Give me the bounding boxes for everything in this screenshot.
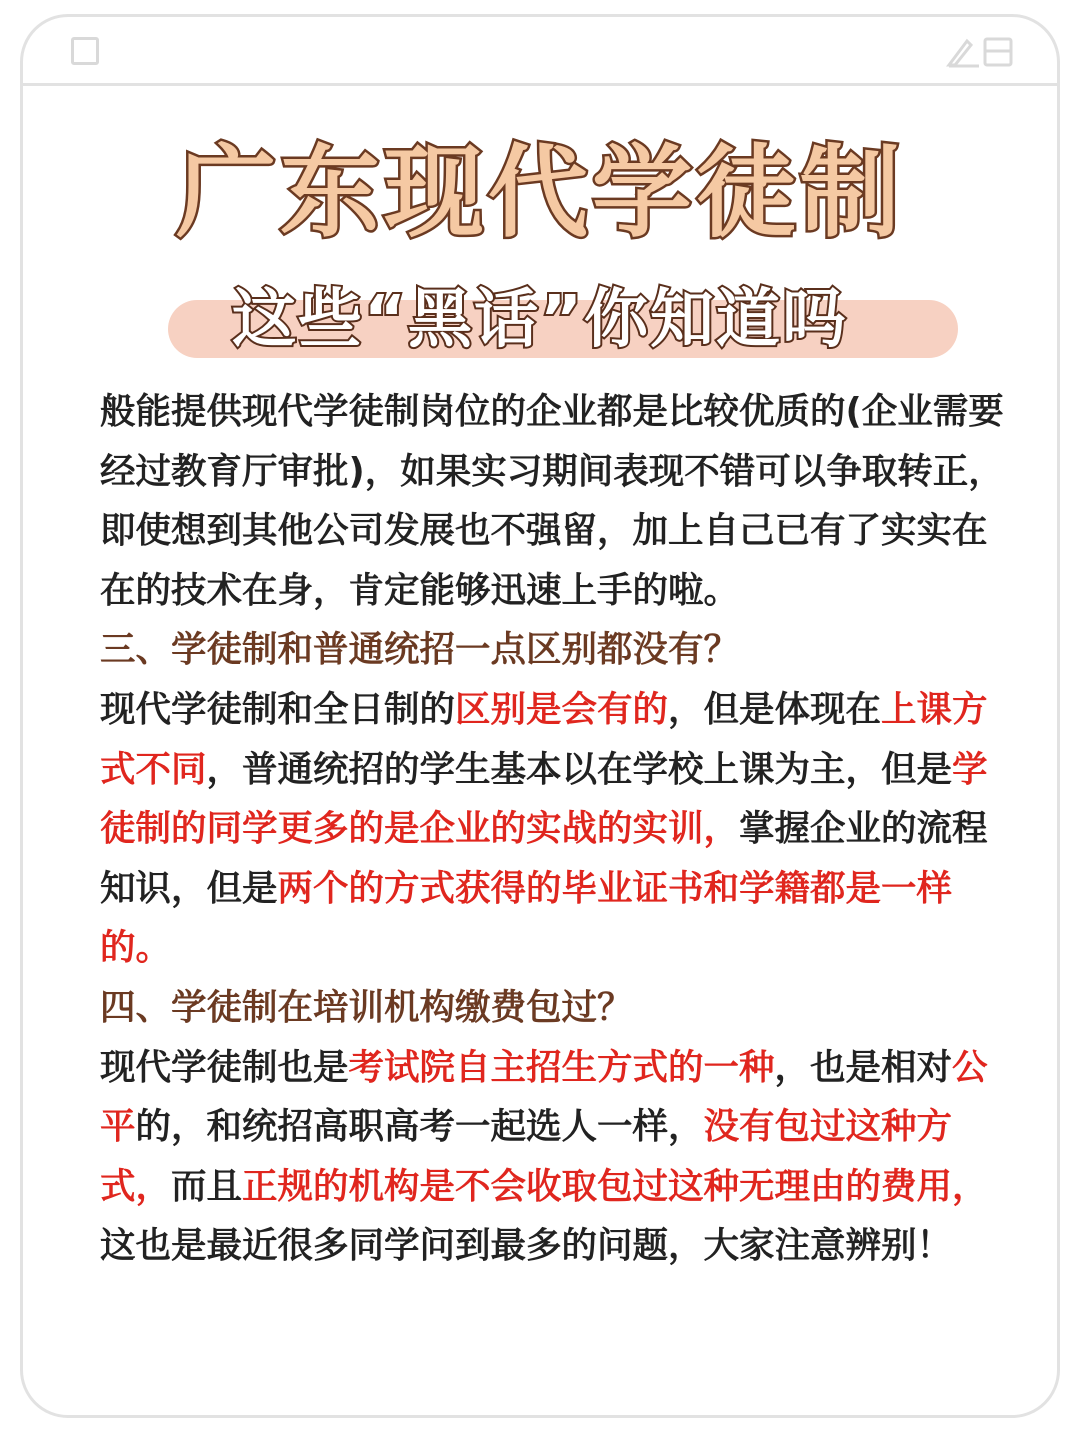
text-run: 的，和统招高职高考一起选人一样， <box>135 1106 704 1148</box>
section-4-heading: 四、学徒制在培训机构缴费包过？ <box>100 986 633 1028</box>
page-subtitle: 这些“黑话”你知道吗 <box>231 283 849 357</box>
text-run: 这也是最近很多同学问到最多的问题，大家注意辨别！ <box>100 1225 953 1267</box>
highlight-run: 考试院自主招生方式的一种 <box>348 1046 775 1088</box>
text-run: 掌握企业的流程知识，但是 <box>100 808 988 909</box>
text-run: ，也是相对 <box>774 1046 953 1088</box>
section-4-paragraph <box>100 1038 1010 1276</box>
highlight-run: 上课方式不同 <box>100 688 988 790</box>
section-3-heading: 三、学徒制和普通统招一点区别都没有？ <box>100 629 740 671</box>
text-run: ，普通统招的学生基本以在学校上课为主，但是 <box>206 748 953 790</box>
edit-layout-icon <box>945 35 1015 69</box>
text-run: 现代学徒制和全日制的 <box>100 688 456 730</box>
highlight-run: 公平 <box>100 1046 988 1148</box>
text-run: ，但是体现在 <box>668 688 882 730</box>
highlight-run: 正规的机构是不会收取包过这种无理由的费用， <box>242 1165 988 1207</box>
square-icon <box>71 37 99 65</box>
highlight-run: 没有包过这种方式， <box>100 1106 953 1207</box>
highlight-run: 两个的方式获得的毕业证书和学籍都是一样的。 <box>100 867 953 969</box>
text-run: 现代学徒制也是 <box>100 1046 349 1088</box>
highlight-run: 学徒制的同学更多的是企业的实战的实训， <box>100 748 988 850</box>
card-top-bar <box>23 17 1057 86</box>
text-run: 而且 <box>171 1165 243 1207</box>
article-body <box>100 382 1010 1276</box>
intro-paragraph: 般能提供现代学徒制岗位的企业都是比较优质的(企业需要经过教育厅审批)，如果实习期间表现不错可以争取转正，即使想到其他公司发展也不强留，加上自己已有了实实在在的技术在身，肯定能够迅速上手的啦。 <box>100 391 1004 611</box>
highlight-run: 区别是会有的 <box>455 688 669 730</box>
page-title: 广东现代学徒制 <box>176 134 904 251</box>
section-3-paragraph <box>100 680 1010 978</box>
